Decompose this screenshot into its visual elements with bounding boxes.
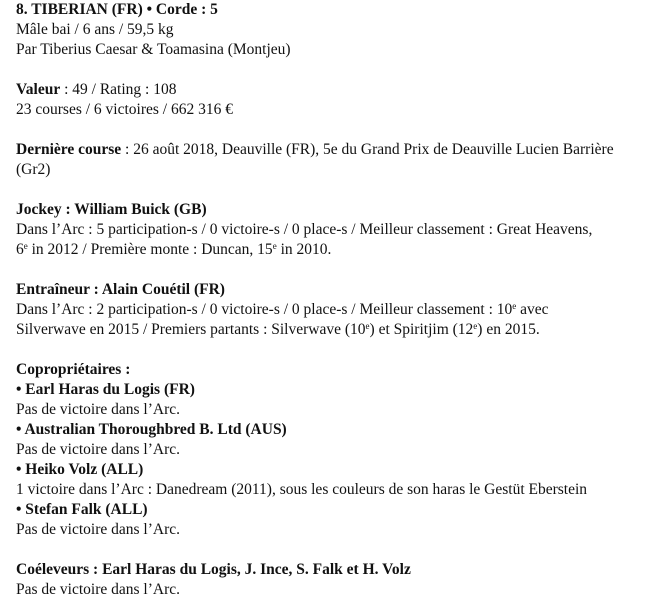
owner-note: Pas de victoire dans l’Arc. <box>16 441 180 458</box>
value-label: Valeur <box>16 81 61 98</box>
horse-heading: 8. TIBERIAN (FR) • Corde : 5 <box>16 1 218 18</box>
race-record: 23 courses / 6 victoires / 662 316 € <box>16 101 233 118</box>
horse-section <box>16 0 644 60</box>
last-race-section <box>16 140 644 180</box>
owner-note: 1 victoire dans l’Arc : Danedream (2011), sous les couleurs de son haras le Gestüt Eberstein <box>16 481 588 498</box>
owner-name: • Heiko Volz (ALL) <box>16 461 144 478</box>
jockey-arc-line1: Dans l’Arc : 5 participation-s / 0 victoire-s / 0 place-s / Meilleur classement : Great Heavens, <box>16 221 593 238</box>
trainer-arc-line1: Dans l’Arc : 2 participation-s / 0 victoire-s / 0 place-s / Meilleur classement : 10e avec <box>16 301 549 318</box>
owners-heading: Copropriétaires : <box>16 361 131 378</box>
horse-sex-age-weight: Mâle bai / 6 ans / 59,5 kg <box>16 21 174 38</box>
trainer-heading: Entraîneur : Alain Couétil (FR) <box>16 281 225 298</box>
trainer-section <box>16 280 644 340</box>
value-section <box>16 80 644 120</box>
breeders-note: Pas de victoire dans l’Arc. <box>16 581 180 598</box>
owner-name: • Australian Thoroughbred B. Ltd (AUS) <box>16 421 287 438</box>
horse-profile <box>16 0 644 600</box>
owner-name: • Earl Haras du Logis (FR) <box>16 381 195 398</box>
owner-note: Pas de victoire dans l’Arc. <box>16 401 180 418</box>
jockey-section <box>16 200 644 260</box>
horse-pedigree: Par Tiberius Caesar & Toamasina (Montjeu) <box>16 41 291 58</box>
jockey-arc-line2: 6e in 2012 / Première monte : Duncan, 15e in 2010. <box>16 241 332 258</box>
value-text: : 49 / Rating : 108 <box>60 81 177 98</box>
breeders-heading: Coéleveurs : Earl Haras du Logis, J. Ince, S. Falk et H. Volz <box>16 561 411 578</box>
jockey-heading: Jockey : William Buick (GB) <box>16 201 207 218</box>
last-race-text: : 26 août 2018, Deauville (FR), 5e du Grand Prix de Deauville Lucien Barrière (Gr2) <box>16 141 614 178</box>
owner-note: Pas de victoire dans l’Arc. <box>16 521 180 538</box>
owner-name: • Stefan Falk (ALL) <box>16 501 148 518</box>
trainer-arc-line2: Silverwave en 2015 / Premiers partants : Silverwave (10e) et Spiritjim (12e) en 2015. <box>16 321 540 338</box>
breeders-section <box>16 560 644 600</box>
last-race-label: Dernière course <box>16 141 122 158</box>
owners-section <box>16 360 644 540</box>
